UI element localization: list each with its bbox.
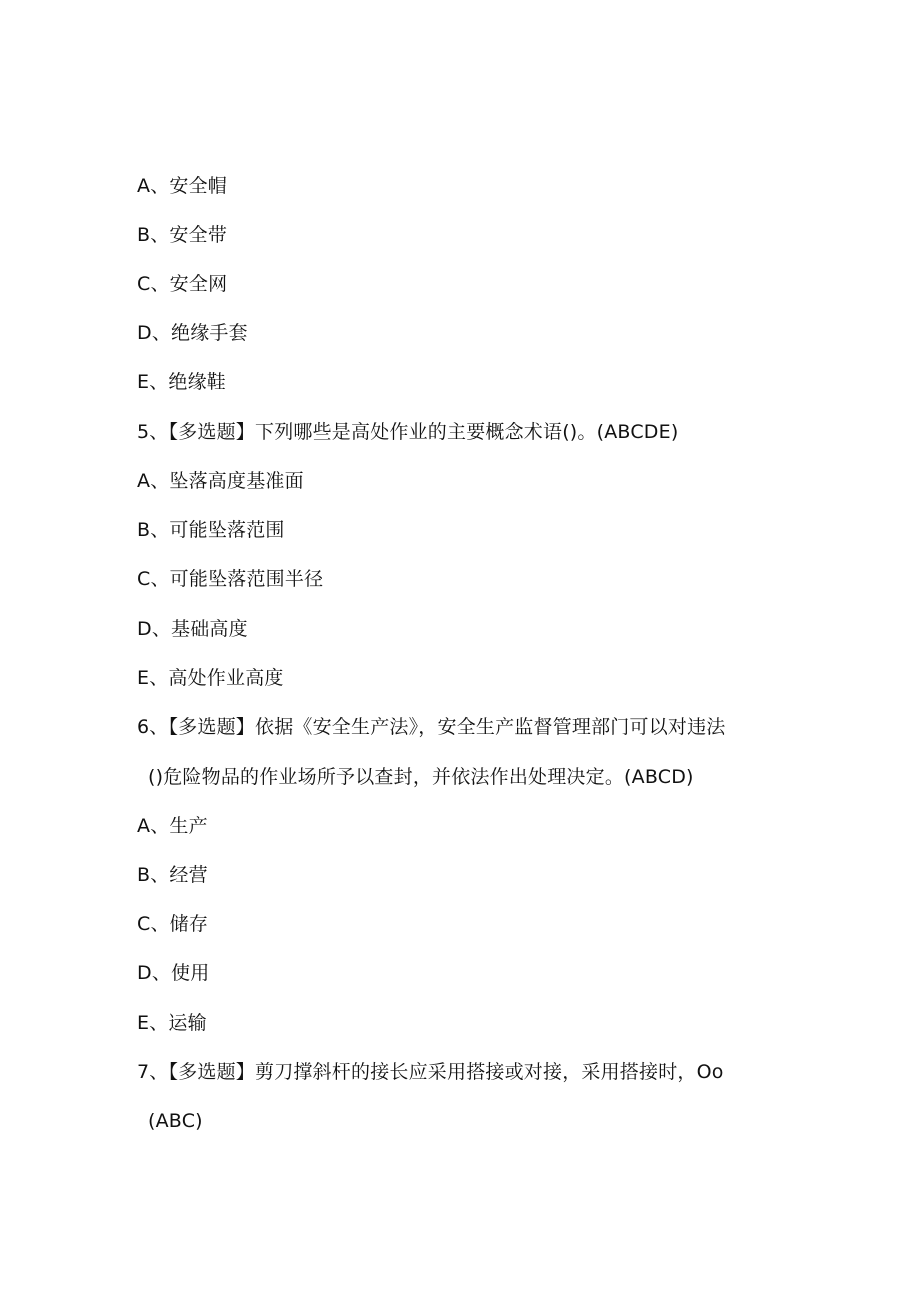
option-e-q5: E、高处作业高度 xyxy=(137,667,284,689)
question-6-line-1: 6、【多选题】依据《安全生产法》，安全生产监督管理部门可以对违法 xyxy=(137,716,726,738)
option-c-q6: C、储存 xyxy=(137,913,209,935)
option-b-q6: B、经营 xyxy=(137,864,208,886)
option-d-q6: D、使用 xyxy=(137,962,210,984)
option-c-q4: C、安全网 xyxy=(137,273,228,295)
question-6-line-2: ()危险物品的作业场所予以查封，并依法作出处理决定。(ABCD) xyxy=(148,766,694,788)
option-a-q5: A、坠落高度基准面 xyxy=(137,470,304,492)
option-c-q5: C、可能坠落范围半径 xyxy=(137,568,324,590)
question-7-line-2: (ABC) xyxy=(148,1110,203,1132)
question-7-line-1: 7、【多选题】剪刀撑斜杆的接长应采用搭接或对接，采用搭接时，Oo xyxy=(137,1061,724,1083)
option-e-q6: E、运输 xyxy=(137,1012,207,1034)
option-b-q5: B、可能坠落范围 xyxy=(137,519,285,541)
option-d-q5: D、基础高度 xyxy=(137,618,248,640)
option-a-q6: A、生产 xyxy=(137,815,208,837)
option-e-q4: E、绝缘鞋 xyxy=(137,371,227,393)
option-b-q4: B、安全带 xyxy=(137,224,228,246)
option-d-q4: D、绝缘手套 xyxy=(137,322,248,344)
option-a-q4: A、安全帽 xyxy=(137,175,227,197)
question-5: 5、【多选题】下列哪些是高处作业的主要概念术语()。(ABCDE) xyxy=(137,421,679,443)
